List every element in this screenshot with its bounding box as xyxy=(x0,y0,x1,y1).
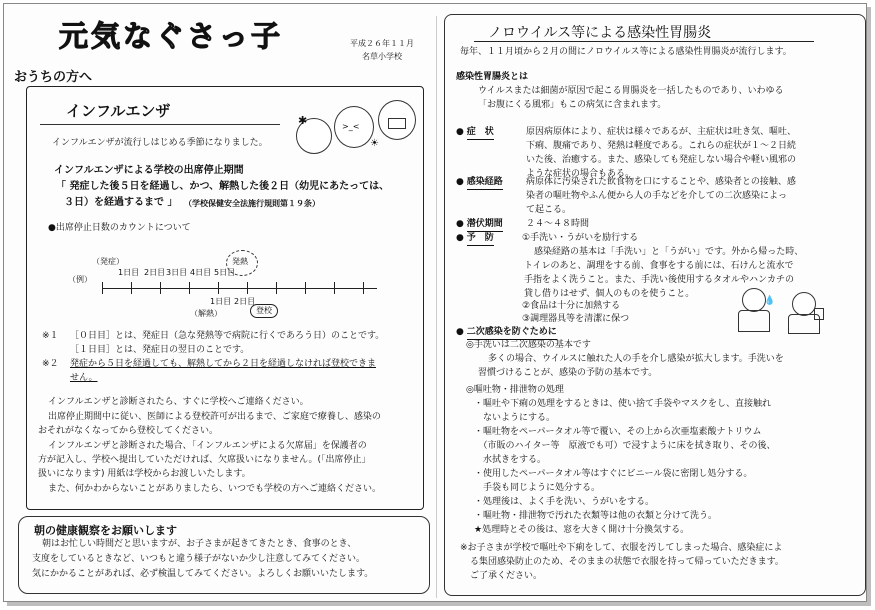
flu-paragraph-1: インフルエンザと診断されたら、すぐに学校へご連絡ください。 xyxy=(48,397,309,407)
secondary-label-text: 二次感染を防ぐために xyxy=(467,326,557,340)
route-line3: て起こる。 xyxy=(526,205,572,215)
incubation-label-text: 潜伏期間 xyxy=(467,218,503,232)
incubation-label: ● 潜伏期間 xyxy=(456,218,503,232)
vomit-line4: （市販のハイター等 原液でも可）で浸すように床を拭き取り、その後、 xyxy=(474,441,776,451)
route-label-text: 感染経路 xyxy=(467,176,503,190)
prevention-1-line2: トイレのあと、調理をする前、食事をする前には、石けんと流水で xyxy=(524,261,794,271)
timeline-tick-7 xyxy=(305,282,306,294)
note1-line1: ［０日目］とは、発症日（急な発熱等で病院に行くであろう日）のことです。 xyxy=(70,331,385,341)
norovirus-heading-rule xyxy=(474,41,814,42)
mask-icon xyxy=(388,118,406,129)
handwashing-illustration xyxy=(734,286,834,336)
route-line2: 染者の嘔吐物やふん便から人の手などを介しての二次感染によっ xyxy=(526,191,788,201)
definition-title: 感染性胃腸炎とは xyxy=(456,72,529,82)
timeline-day-top-5: 5日目 xyxy=(214,268,236,277)
heading-underline xyxy=(40,124,280,125)
timeline-tick-4 xyxy=(218,282,219,294)
timeline-tick-5 xyxy=(247,282,248,294)
suspension-rule-line1: 「 発症した後５日を経過し、かつ、解熱した後２日（幼児にあたっては、 xyxy=(56,181,390,192)
incubation-value: ２４～４８時間 xyxy=(526,219,590,229)
school-name: 名草小学校 xyxy=(362,52,402,61)
note2-line1: 発症から５日を経過しても、解熱してから２日を経過しなければ登校できま xyxy=(70,359,377,369)
timeline-axis xyxy=(102,288,377,289)
handwash-title: ◎手洗いは二次感染の基本です xyxy=(466,340,591,350)
suspension-rule-title: インフルエンザによる学校の出席停止期間 xyxy=(54,165,244,176)
cough-mark-icon: >_< xyxy=(342,122,360,131)
symptom-line2: 下痢、腹痛であり、発熱は軽度である。これらの症状が１～２日続 xyxy=(526,141,797,151)
influenza-intro: インフルエンザが流行しはじめる季節になりました。 xyxy=(52,138,268,148)
prevention-item-2: ②食品は十分に加熱する xyxy=(522,301,621,311)
footer-note-line3: ご了承ください。 xyxy=(470,571,543,581)
timeline-fever-label: （解熱） xyxy=(190,309,222,318)
symptom-line1: 原因病原体により、症状は様々であるが、主症状は吐き気、嘔吐、 xyxy=(526,127,797,137)
symptom-line4: ような症状の場合もある。 xyxy=(526,169,635,179)
flu-paragraph-4: また、何かわからないことがありましたら、いつでも学校の方へご連絡ください。 xyxy=(48,484,382,494)
footer-note-line2: る集団感染防止のため、そのままの状態で衣服を持って帰っていただきます。 xyxy=(470,557,784,567)
prevention-label: ● 予 防 xyxy=(456,232,494,246)
vomit-line10: ★処理時とその後は、窓を大きく開け十分換気する。 xyxy=(474,525,690,535)
newsletter-title: 元気なぐさっ子 xyxy=(59,19,284,53)
symptom-label: ● 症 状 xyxy=(456,126,494,140)
timeline-fever-mark: 発熱 xyxy=(232,257,248,266)
definition-line1: ウイルスまたは細菌が原因で起こる胃腸炎を一括したものであり、いわゆる xyxy=(478,86,784,96)
prevention-item-1: ①手洗い・うがいを励行する xyxy=(522,233,639,243)
health-check-heading: 朝の健康観察をお願いします xyxy=(34,524,177,537)
influenza-heading: インフルエンザ xyxy=(66,102,171,120)
timeline-example-label: （例） xyxy=(68,275,92,284)
flu-paragraph-2b: おそれがなくなってから登校してください。 xyxy=(38,426,219,436)
timeline-tick-3 xyxy=(189,282,190,294)
sneeze-burst-icon: ☀ xyxy=(370,138,379,149)
timeline-tick-9 xyxy=(363,282,364,294)
timeline-day-bottom-1: 1日目 xyxy=(210,297,232,306)
symptom-line3: いた後、治癒する。また、感染しても発症しない場合や軽い風邪の xyxy=(526,155,797,165)
vomit-line6: ・使用したペーパータオル等はすぐにビニール袋に密閉し処分する。 xyxy=(474,469,753,479)
vomit-line5: 水拭きをする。 xyxy=(474,455,547,465)
health-check-line3: 気にかかることがあれば、必ず検温してみてください。よろしくお願いいたします。 xyxy=(32,569,374,579)
prevention-1-line4: 貸し借りはせず、個人のものを使うこと。 xyxy=(524,289,695,299)
count-explanation-title: ●出席停止日数のカウントについて xyxy=(48,223,191,233)
vomit-line7: 手袋も同じように処分する。 xyxy=(474,483,601,493)
vomit-line3: ・嘔吐物をペーパータオル等で覆い、その上から次亜塩素酸ナトリウム xyxy=(474,427,762,437)
sick-children-illustration xyxy=(294,96,419,162)
timeline-day-top-1: 1日目 xyxy=(118,268,140,277)
prevention-label-text: 予 防 xyxy=(467,232,494,246)
timeline-tick-0 xyxy=(102,282,103,294)
vomit-line1: ・嘔吐や下痢の処理をするときは、使い捨て手袋やマスクをし、直接触れ xyxy=(474,399,772,409)
note1-line2: ［１日目］とは、発症日の翌日のことです。 xyxy=(70,345,250,355)
note2-mark: ※２ xyxy=(42,359,59,369)
suspension-rule-law: （学校保健安全法施行規則第１９条） xyxy=(184,199,320,208)
newsletter-page xyxy=(3,3,867,602)
note1-mark: ※１ xyxy=(42,331,59,341)
timeline-day-top-2: 2日目 xyxy=(144,268,166,277)
route-label: ● 感染経路 xyxy=(456,176,503,190)
timeline-day-bottom-2: 2日目 xyxy=(234,297,256,306)
suspension-rule-line2: ３日）を経過するまで 」 xyxy=(64,197,178,208)
vomit-line8: ・処理後は、よく手を洗い、うがいをする。 xyxy=(474,497,655,507)
timeline-tick-6 xyxy=(276,282,277,294)
flu-paragraph-3b: 方が記入し、学校へ提出していただければ、欠席扱いになりません。(「出席停止」 xyxy=(38,455,371,465)
timeline-day-top-4: 4日目 xyxy=(190,268,212,277)
health-check-line1: 朝はお忙しい時間だと思いますが、お子さまが起きてきたとき、食事のとき、 xyxy=(42,539,357,549)
issue-date: 平成２６年１１月 xyxy=(350,39,414,48)
vomit-line9: ・嘔吐物・排泄物で汚れた衣類等は他の衣類と分けて洗う。 xyxy=(474,511,718,521)
washing-body xyxy=(738,310,770,332)
route-line1: 病原体に汚染された飲食物を口にすることや、感染者との接触、感 xyxy=(526,177,796,187)
flu-paragraph-2a: 出席停止期間中に従い、医師による登校許可が出るまで、ご家庭で療養し、感染の xyxy=(48,412,381,422)
gargling-body xyxy=(788,314,820,334)
vomit-title: ◎嘔吐物・排泄物の処理 xyxy=(466,385,564,395)
secondary-label: ● 二次感染を防ぐために xyxy=(456,326,557,340)
norovirus-heading: ノロウイルス等による感染性胃腸炎 xyxy=(488,25,712,41)
prevention-1-line1: 感染経路の基本は「手洗い」と「うがい」です。外から帰った時、 xyxy=(534,247,804,257)
prevention-1-line3: 手指をよく洗うこと。また、手洗い後使用するタオルやハンカチの xyxy=(524,275,795,285)
norovirus-lead: 毎年、１１月頃から２月の間にノロウイルス等による感染性胃腸炎が流行します。 xyxy=(460,47,792,57)
audience-heading: おうちの方へ xyxy=(14,70,93,85)
thermometer-icon: ✱ xyxy=(298,114,308,127)
flu-paragraph-3a: インフルエンザと診断された場合、「インフルエンザによる欠席届」を保護者の xyxy=(48,441,367,451)
flu-paragraph-3c: 扱いになります) 用紙は学校からお渡しいたします。 xyxy=(38,469,251,479)
child-face-washing xyxy=(742,288,766,312)
timeline-tick-1 xyxy=(131,282,132,294)
definition-line2: 「お腹にくる風邪」もこの病気に含まれます。 xyxy=(478,100,667,110)
timeline-attend-badge: 登校 xyxy=(250,304,278,318)
footer-note-line1: ※お子さまが学校で嘔吐や下痢をして、衣服を汚してしまった場合、感染症によ xyxy=(460,543,783,553)
note2-line2: せん。 xyxy=(70,373,98,383)
symptom-label-text: 症 状 xyxy=(467,126,494,140)
column-divider xyxy=(436,16,437,598)
timeline-day-top-3: 3日目 xyxy=(166,268,188,277)
handwash-line2: 習慣づけることが、感染の予防の基本です。 xyxy=(478,368,658,378)
timeline-tick-2 xyxy=(160,282,161,294)
timeline-tick-8 xyxy=(334,282,335,294)
timeline-onset-label: （発症） xyxy=(92,257,124,266)
prevention-item-3: ③調理器具等を清潔に保つ xyxy=(522,314,630,324)
child-face-gargling xyxy=(792,292,816,316)
vomit-line2: ないようにする。 xyxy=(474,413,556,423)
water-drops-icon: 💧 xyxy=(764,296,776,306)
handwash-line1: 多くの場合、ウイルスに触れた人の手を介し感染が拡大します。手洗いを xyxy=(488,354,784,364)
health-check-line2: 支度をしているときなど、いつもと違う様子がないか少し注意してみてください。 xyxy=(32,554,366,564)
